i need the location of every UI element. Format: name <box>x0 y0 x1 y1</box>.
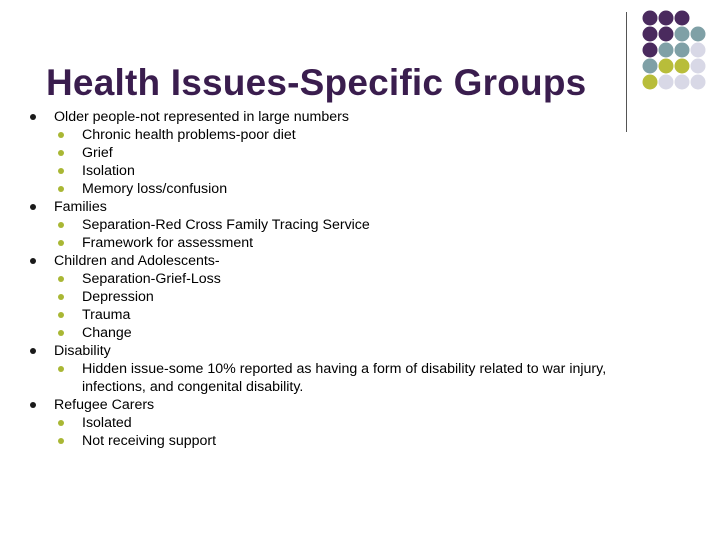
slide-title: Health Issues-Specific Groups <box>46 62 587 103</box>
decorative-dot <box>675 11 690 26</box>
decorative-dot <box>643 43 658 58</box>
decorative-dot <box>691 75 706 90</box>
list-item: Grief <box>54 144 630 162</box>
decorative-dot <box>691 43 706 58</box>
bullet-icon <box>30 348 36 354</box>
decorative-dot <box>659 27 674 42</box>
decorative-dot <box>659 43 674 58</box>
decorative-dot <box>659 11 674 26</box>
list-item: Depression <box>54 288 630 306</box>
group-refugee-carers <box>30 396 630 450</box>
decorative-dot <box>675 43 690 58</box>
sub-bullet-icon <box>58 186 64 192</box>
group-families <box>30 198 630 252</box>
list-item: Chronic health problems-poor diet <box>54 126 630 144</box>
sub-bullet-icon <box>58 312 64 318</box>
bullet-content <box>30 108 630 450</box>
decorative-dot <box>643 11 658 26</box>
group-label: Refugee Carers <box>54 397 155 413</box>
decorative-dot <box>659 59 674 74</box>
sub-bullet-icon <box>58 294 64 300</box>
sub-bullet-icon <box>58 420 64 426</box>
sub-bullet-icon <box>58 240 64 246</box>
sub-bullet-icon <box>58 222 64 228</box>
decorative-dot <box>675 59 690 74</box>
group-disability <box>30 342 630 396</box>
sub-bullet-icon <box>58 150 64 156</box>
group-label: Families <box>54 199 107 215</box>
decorative-dot <box>643 59 658 74</box>
sub-bullet-icon <box>58 132 64 138</box>
bullet-icon <box>30 204 36 210</box>
list-item: Isolated <box>54 414 630 432</box>
group-children <box>30 252 630 342</box>
list-item: Hidden issue-some 10% reported as having a form of disability related to war injury, infections, and congenital disability. <box>54 360 630 396</box>
decorative-dot <box>691 59 706 74</box>
decorative-dot <box>659 75 674 90</box>
sub-bullet-icon <box>58 366 64 372</box>
group-label: Disability <box>54 343 111 359</box>
decorative-dot <box>675 27 690 42</box>
group-label: Older people-not represented in large numbers <box>54 109 349 125</box>
decorative-dot <box>675 75 690 90</box>
list-item: Not receiving support <box>54 432 630 450</box>
list-item: Change <box>54 324 630 342</box>
sub-bullet-icon <box>58 438 64 444</box>
decorative-dot <box>643 27 658 42</box>
sub-bullet-icon <box>58 168 64 174</box>
list-item: Memory loss/confusion <box>54 180 630 198</box>
bullet-icon <box>30 114 36 120</box>
sub-bullet-icon <box>58 276 64 282</box>
group-label: Children and Adolescents- <box>54 253 220 269</box>
list-item: Separation-Grief-Loss <box>54 270 630 288</box>
sub-bullet-icon <box>58 330 64 336</box>
bullet-icon <box>30 258 36 264</box>
decorative-dot <box>643 75 658 90</box>
list-item: Trauma <box>54 306 630 324</box>
bullet-icon <box>30 402 36 408</box>
decorative-dot <box>691 27 706 42</box>
group-older-people <box>30 108 630 198</box>
list-item: Framework for assessment <box>54 234 630 252</box>
list-item: Separation-Red Cross Family Tracing Service <box>54 216 630 234</box>
list-item: Isolation <box>54 162 630 180</box>
